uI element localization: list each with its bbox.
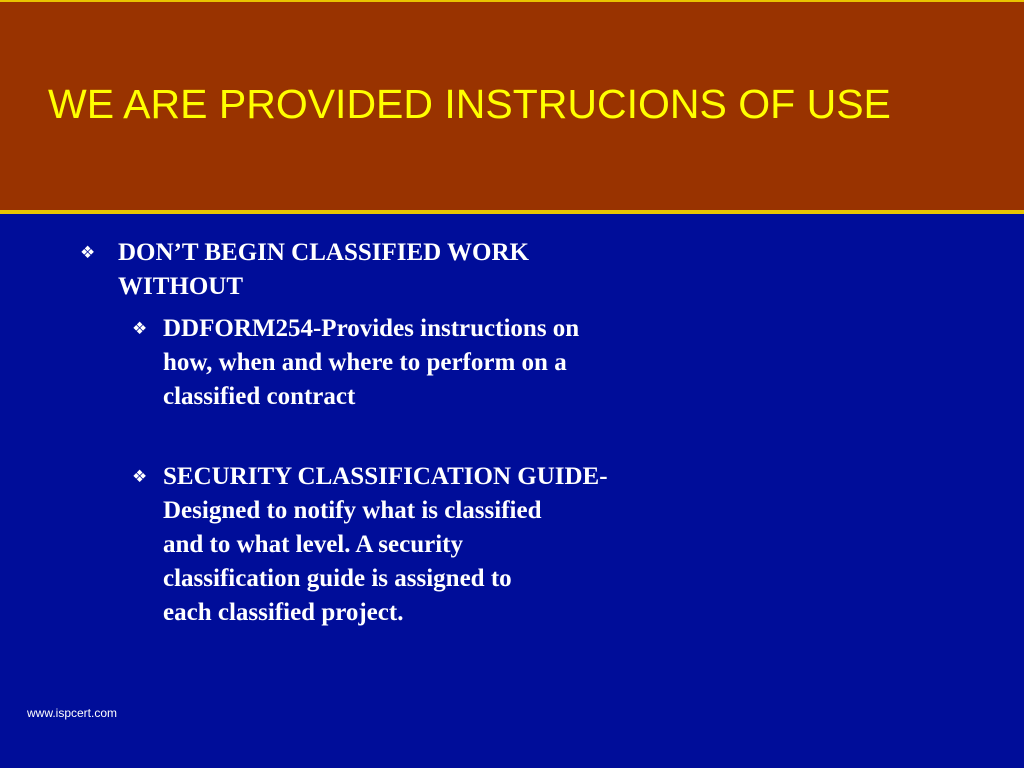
sub-bullet-text: SECURITY CLASSIFICATION GUIDE- Designed to notify what is classified and to what level. A security classification guide is assigned to each classified project. — [163, 463, 608, 626]
diamond-bullet-icon: ❖ — [80, 243, 96, 263]
sub-bullet-item — [132, 460, 752, 630]
slide-title: WE ARE PROVIDED INSTRUCIONS OF USE — [48, 81, 891, 127]
footer-url: www.ispcert.com — [27, 706, 118, 720]
bullet-item — [80, 236, 680, 304]
title-divider — [0, 210, 1024, 214]
sub-bullet-text: DDFORM254-Provides instructions on how, when and where to perform on a classified contract — [163, 315, 580, 410]
sub-bullet-item — [132, 312, 752, 414]
diamond-bullet-icon: ❖ — [132, 319, 148, 339]
bullet-text: DON’T BEGIN CLASSIFIED WORK WITHOUT — [118, 239, 529, 300]
title-band — [0, 0, 1024, 210]
diamond-bullet-icon: ❖ — [132, 467, 148, 487]
